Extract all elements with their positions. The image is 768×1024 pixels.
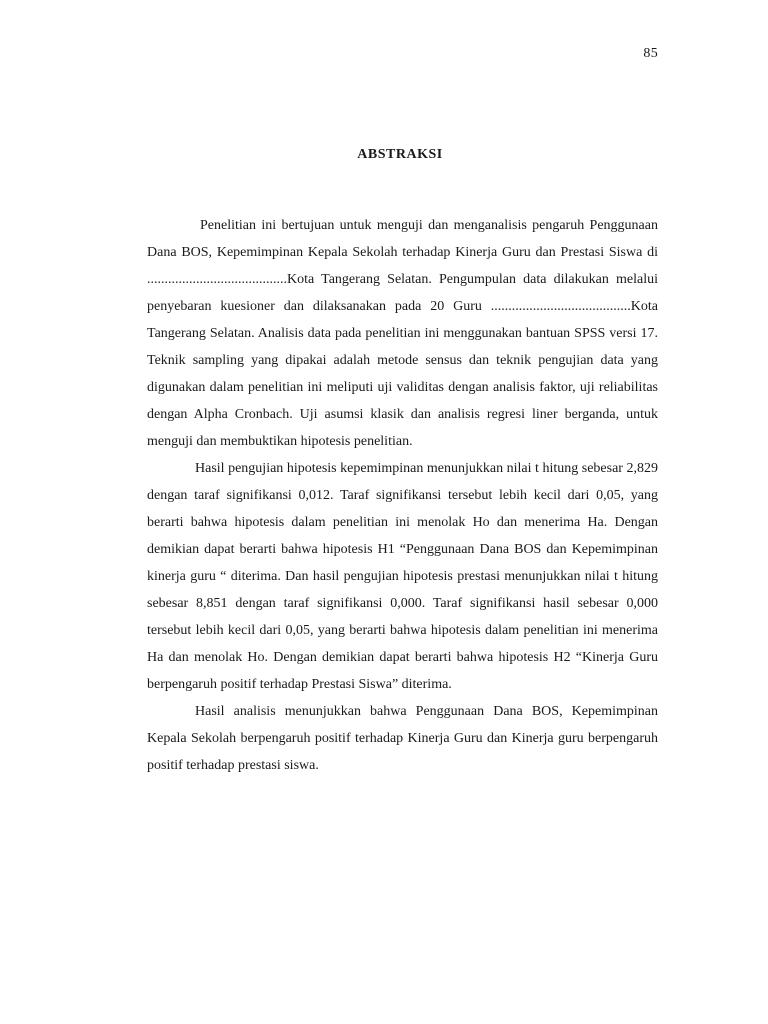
page-title: ABSTRAKSI	[357, 147, 443, 162]
abstract-body	[147, 212, 658, 779]
abstract-paragraph-3: Hasil analisis menunjukkan bahwa Penggunaan Dana BOS, Kepemimpinan Kepala Sekolah berpengaruh positif terhadap Kinerja Guru dan Kinerja guru berpengaruh positif terhadap prestasi siswa.	[147, 704, 658, 773]
abstract-paragraph-1: Penelitian ini bertujuan untuk menguji dan menganalisis pengaruh Penggunaan Dana BOS, Kepemimpinan Kepala Sekolah terhadap Kinerja Guru dan Prestasi Siswa di ........................................Kota Tangerang Selatan. Pengumpulan data dilakukan melalui penyebaran kuesioner dan dilaksanakan pada 20 Guru ........................................Kota Tangerang Selatan. Analisis data pada penelitian ini menggunakan bantuan SPSS versi 17. Teknik sampling yang dipakai adalah metode sensus dan teknik pengujian data yang digunakan dalam penelitian ini meliputi uji validitas dengan analisis faktor, uji reliabilitas dengan Alpha Cronbach. Uji asumsi klasik dan analisis regresi liner berganda, untuk menguji dan membuktikan hipotesis penelitian.	[147, 218, 658, 449]
abstract-paragraph-2: Hasil pengujian hipotesis kepemimpinan menunjukkan nilai t hitung sebesar 2,829 dengan taraf signifikansi 0,012. Taraf signifikansi tersebut lebih kecil dari 0,05, yang berarti bahwa hipotesis dalam penelitian ini menolak Ho dan menerima Ha. Dengan demikian dapat berarti bahwa hipotesis H1 “Penggunaan Dana BOS dan Kepemimpinan kinerja guru “ diterima. Dan hasil pengujian hipotesis prestasi menunjukkan nilai t hitung sebesar 8,851 dengan taraf signifikansi 0,000. Taraf signifikansi hasil sebesar 0,000 tersebut lebih kecil dari 0,05, yang berarti bahwa hipotesis dalam penelitian ini menerima Ha dan menolak Ho. Dengan demikian dapat berarti bahwa hipotesis H2 “Kinerja Guru berpengaruh positif terhadap Prestasi Siswa” diterima.	[147, 461, 658, 692]
page-number: 85	[643, 46, 658, 61]
